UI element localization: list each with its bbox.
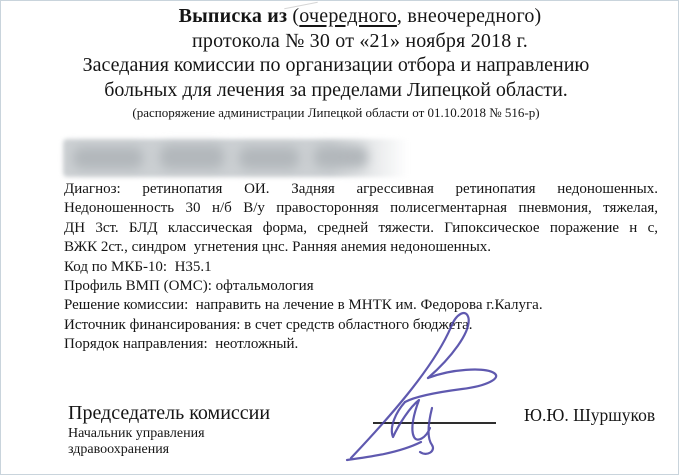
diagnosis-line: ВЖК 2ст., синдром угнетения цнс. Ранняя анемия недоношенных.	[64, 239, 492, 256]
title-session-type-underlined: очередного	[299, 5, 397, 27]
title-paren-open: (	[287, 5, 300, 27]
commission-decision-line: Решение комиссии: направить на лечение в МНТК им. Федорова г.Калуга.	[64, 297, 543, 314]
redacted-personal-data	[63, 139, 408, 177]
title-extract-label: Выписка из	[178, 5, 288, 27]
icd-code-line: Код по МКБ-10: Н35.1	[64, 258, 212, 275]
document-body	[64, 180, 658, 355]
commission-name-line1: Заседания комиссии по организации отбора и направлению	[82, 54, 590, 76]
signature-rule-line	[373, 422, 496, 424]
redaction-blob	[73, 147, 143, 169]
diagnosis-line: Диагноз: ретинопатия ОИ. Задняя агрессивная ретинопатия недоношенных.	[64, 181, 658, 197]
signature-stroke-tail	[347, 442, 421, 460]
signature-stroke-descender	[420, 408, 433, 454]
signature-stroke-loop	[405, 370, 496, 402]
diagnosis-line: Недоношенность 30 н/б В/у правосторонняя полисегментарная пневмония, тяжелая,	[64, 200, 658, 217]
signer-name: Ю.Ю. Шуршуков	[524, 405, 656, 425]
chairman-position-line2: здравоохранения	[68, 441, 170, 457]
referral-order-line: Порядок направления: неотложный.	[64, 336, 299, 353]
diagnosis-line: ДН 3ст. БЛД классическая форма, средней тяжести. Гипоксическое поражение н с,	[64, 219, 658, 236]
signature-stroke-monogram	[392, 400, 430, 440]
title-session-type-rest: , внеочередного)	[396, 5, 542, 27]
redaction-blob	[314, 146, 368, 168]
order-reference: (распоряжение администрации Липецкой области от 01.10.2018 № 516-р)	[132, 105, 540, 120]
chairman-title: Председатель комиссии	[68, 402, 271, 424]
profile-line: Профиль ВМП (ОМС): офтальмология	[64, 278, 314, 295]
document-title-protocol-line: протокола № 30 от «21» ноября 2018 г.	[191, 29, 528, 52]
funding-source-line: Источник финансирования: в счет средств областного бюджета.	[64, 316, 473, 333]
document-title-line1	[64, 4, 656, 29]
document-header	[64, 4, 656, 120]
redaction-blob	[239, 147, 299, 169]
chairman-position-line1: Начальник управления	[68, 426, 205, 441]
commission-name-line2: больных для лечения за пределами Липецкой области.	[104, 78, 568, 101]
chairman-position	[68, 426, 205, 457]
redaction-blob	[160, 145, 224, 169]
